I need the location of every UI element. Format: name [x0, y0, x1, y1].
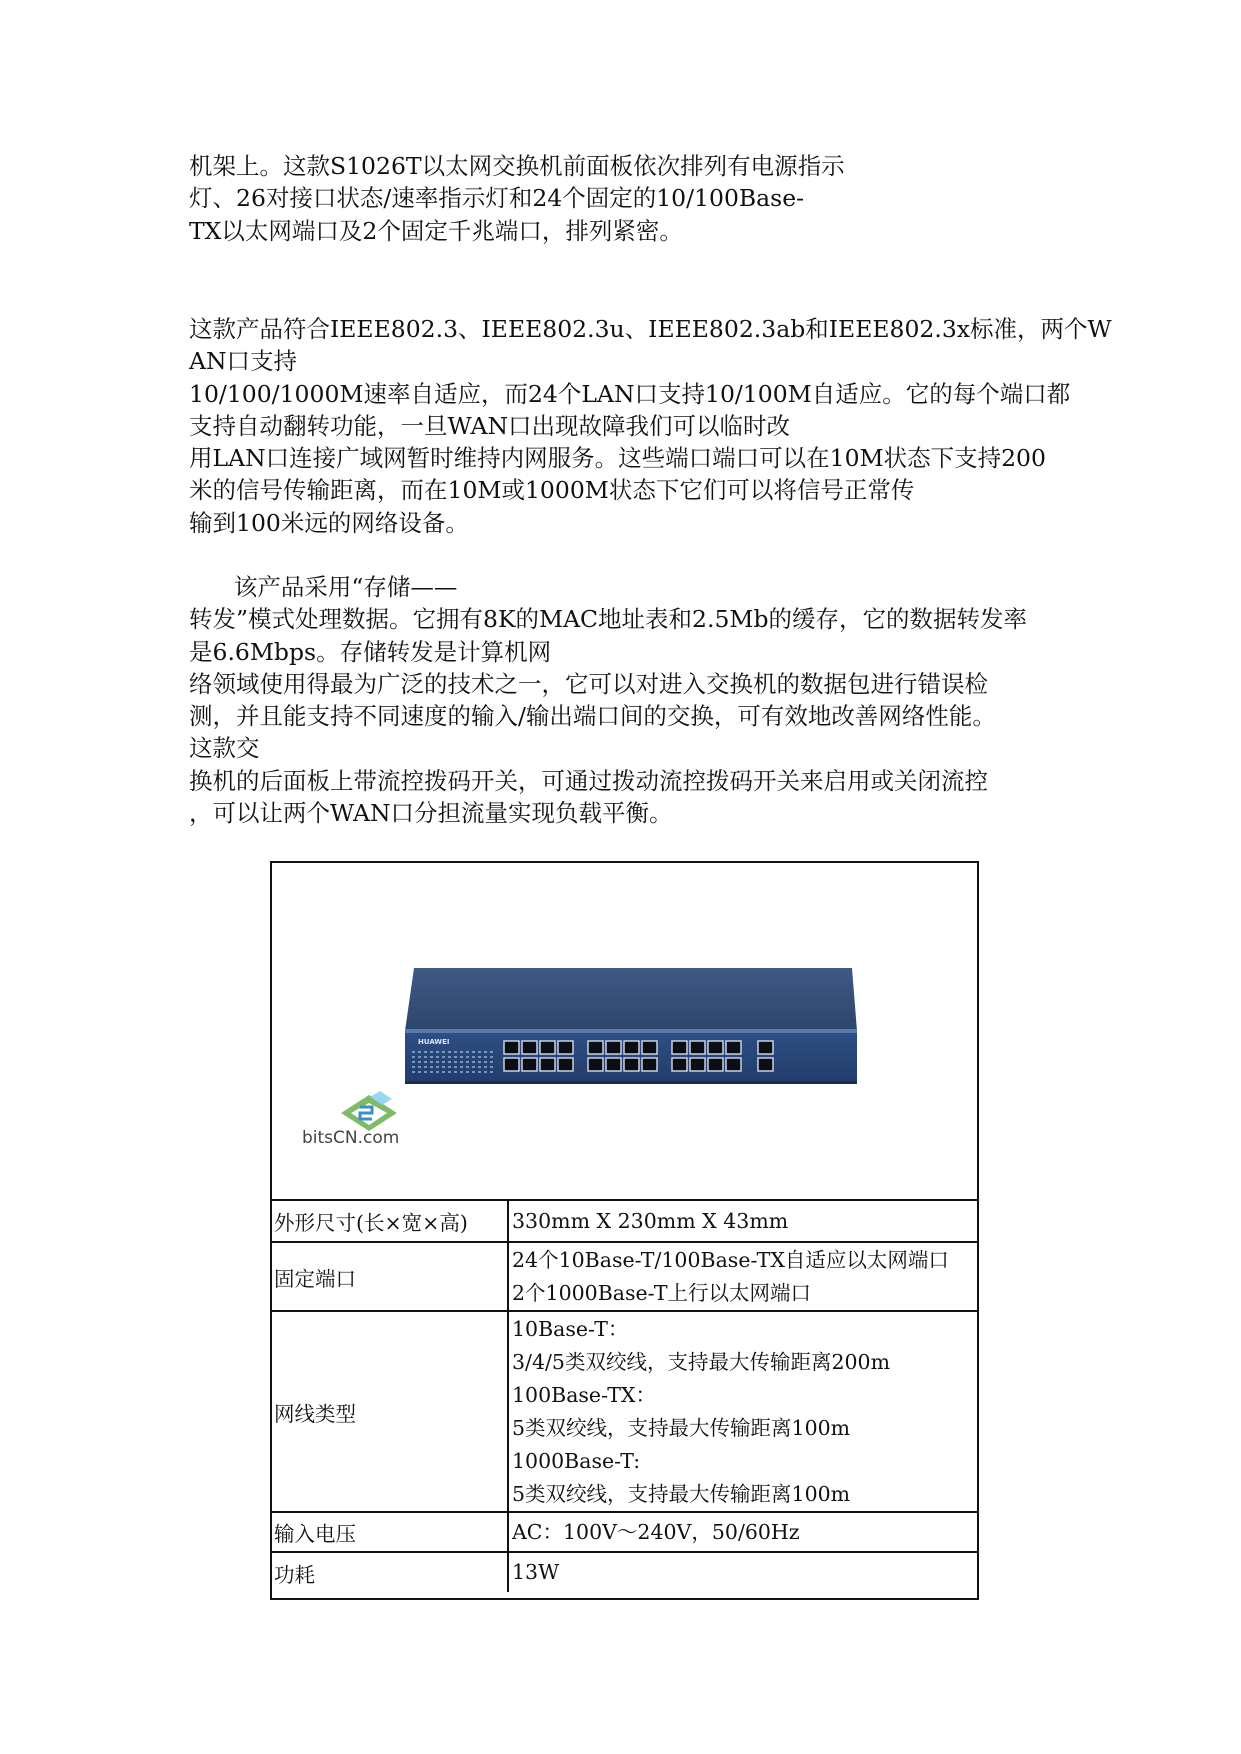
- spec-key: 功耗: [272, 1553, 509, 1592]
- led: [454, 1051, 457, 1053]
- led: [436, 1066, 439, 1068]
- ethernet-port: [672, 1058, 687, 1071]
- led: [472, 1061, 475, 1063]
- led: [478, 1051, 481, 1053]
- led: [454, 1071, 457, 1073]
- spec-value: [509, 1243, 977, 1310]
- led: [412, 1071, 415, 1073]
- uplink-port: [758, 1058, 773, 1071]
- bitscn-logo: [341, 1091, 397, 1131]
- led: [448, 1071, 451, 1073]
- led: [460, 1066, 463, 1068]
- led: [466, 1071, 469, 1073]
- led: [418, 1051, 421, 1053]
- led: [436, 1071, 439, 1073]
- text-line: TX以太网端口及2个固定千兆端口，排列紧密。: [189, 216, 683, 245]
- spec-value-line: 10Base-T：: [512, 1316, 629, 1341]
- led: [472, 1051, 475, 1053]
- watermark-text: bitsCN.com: [302, 1128, 400, 1148]
- ethernet-port: [642, 1058, 657, 1071]
- led: [412, 1051, 415, 1053]
- led: [442, 1051, 445, 1053]
- spec-value: [509, 1513, 977, 1551]
- text-line: 机架上。这款S1026T以太网交换机前面板依次排列有电源指示: [189, 152, 845, 180]
- switch-photo: [272, 863, 977, 1201]
- paragraph-front-panel: [189, 150, 845, 247]
- led: [460, 1051, 463, 1053]
- spec-row-cable: [272, 1312, 977, 1513]
- ethernet-port: [726, 1041, 741, 1054]
- spec-table: [270, 861, 979, 1600]
- ethernet-port: [690, 1041, 705, 1054]
- led: [448, 1051, 451, 1053]
- led: [430, 1071, 433, 1073]
- led: [466, 1066, 469, 1068]
- ethernet-port: [606, 1058, 621, 1071]
- spec-value-line: 2个1000Base-T上行以太网端口: [512, 1280, 812, 1305]
- led: [466, 1061, 469, 1063]
- led: [424, 1051, 427, 1053]
- text-line: 灯、26对接口状态/速率指示灯和24个固定的10/100Base-: [189, 184, 805, 213]
- led: [472, 1071, 475, 1073]
- spec-value-line: 3/4/5类双绞线，支持最大传输距离200m: [512, 1349, 891, 1374]
- ethernet-port: [708, 1041, 723, 1054]
- ethernet-port: [540, 1041, 555, 1054]
- led: [484, 1066, 487, 1068]
- spec-row-power: [272, 1553, 977, 1592]
- ethernet-port: [726, 1058, 741, 1071]
- led: [472, 1066, 475, 1068]
- ethernet-port: [522, 1041, 537, 1054]
- led: [490, 1061, 493, 1063]
- ethernet-port: [690, 1058, 705, 1071]
- spec-value: [509, 1312, 977, 1511]
- ethernet-port: [606, 1041, 621, 1054]
- led: [448, 1066, 451, 1068]
- text-line: 是6.6Mbps。存储转发是计算机网: [189, 637, 552, 666]
- brand-label: HUAWEI: [418, 1038, 450, 1046]
- led: [424, 1071, 427, 1073]
- led: [466, 1051, 469, 1053]
- text-line: ，可以让两个WAN口分担流量实现负载平衡。: [189, 799, 673, 828]
- led: [460, 1071, 463, 1073]
- led: [430, 1061, 433, 1063]
- led: [478, 1066, 481, 1068]
- spec-key: 网线类型: [272, 1312, 509, 1511]
- led: [442, 1066, 445, 1068]
- ethernet-port: [708, 1058, 723, 1071]
- spec-value: [509, 1201, 977, 1241]
- led: [418, 1071, 421, 1073]
- spec-key: 外形尺寸(长×宽×高): [272, 1201, 509, 1241]
- led: [454, 1056, 457, 1058]
- ethernet-port: [588, 1041, 603, 1054]
- ethernet-port: [504, 1041, 519, 1054]
- ethernet-port: [504, 1058, 519, 1071]
- ethernet-port: [624, 1058, 639, 1071]
- spec-row-ports: [272, 1243, 977, 1312]
- led: [424, 1056, 427, 1058]
- text-line: 测，并且能支持不同速度的输入/输出端口间的交换，可有效地改善网络性能。: [189, 702, 996, 731]
- led: [484, 1056, 487, 1058]
- led: [442, 1056, 445, 1058]
- led: [466, 1056, 469, 1058]
- led: [448, 1056, 451, 1058]
- led: [424, 1061, 427, 1063]
- spec-row-dimensions: [272, 1201, 977, 1243]
- spec-value-line: 5类双绞线，支持最大传输距离100m: [512, 1415, 851, 1440]
- led: [436, 1051, 439, 1053]
- led: [430, 1051, 433, 1053]
- ethernet-port: [642, 1041, 657, 1054]
- ethernet-port: [540, 1058, 555, 1071]
- ethernet-port: [522, 1058, 537, 1071]
- spec-value-line: 330mm X 230mm X 43mm: [512, 1208, 789, 1233]
- led: [490, 1051, 493, 1053]
- ethernet-port: [558, 1041, 573, 1054]
- spec-value-line: 5类双绞线，支持最大传输距离100m: [512, 1481, 851, 1506]
- led: [424, 1066, 427, 1068]
- spec-key: 输入电压: [272, 1513, 509, 1551]
- paragraph-store-forward: [189, 571, 1027, 829]
- led: [460, 1056, 463, 1058]
- spec-value-line: AC：100V～240V，50/60Hz: [512, 1519, 800, 1544]
- paragraph-standards: [189, 313, 1112, 539]
- ethernet-port: [672, 1041, 687, 1054]
- text-line: 该产品采用“存储——: [189, 573, 458, 601]
- led: [412, 1061, 415, 1063]
- spec-row-voltage: [272, 1513, 977, 1553]
- led: [454, 1066, 457, 1068]
- led: [430, 1056, 433, 1058]
- text-line: 这款交: [189, 734, 260, 763]
- ethernet-port: [624, 1041, 639, 1054]
- led: [412, 1066, 415, 1068]
- spec-value-line: 13W: [512, 1560, 560, 1584]
- led: [460, 1061, 463, 1063]
- switch-top: [405, 968, 857, 1031]
- led: [478, 1061, 481, 1063]
- led: [490, 1071, 493, 1073]
- spec-key: 固定端口: [272, 1243, 509, 1310]
- led: [472, 1056, 475, 1058]
- text-line: 支持自动翻转功能，一旦WAN口出现故障我们可以临时改: [189, 411, 791, 440]
- text-line: 换机的后面板上带流控拨码开关，可通过拨动流控拨码开关来启用或关闭流控: [189, 766, 988, 795]
- ethernet-port: [558, 1058, 573, 1071]
- led: [454, 1061, 457, 1063]
- text-line: 这款产品符合IEEE802.3、IEEE802.3u、IEEE802.3ab和IEEE802.3x标准，两个W: [189, 315, 1112, 343]
- text-line: AN口支持: [189, 347, 298, 376]
- ethernet-port: [588, 1058, 603, 1071]
- led: [490, 1066, 493, 1068]
- led: [436, 1061, 439, 1063]
- text-line: 米的信号传输距离，而在10M或1000M状态下它们可以将信号正常传: [189, 476, 915, 505]
- spec-value-line: 24个10Base-T/100Base-TX自适应以太网端口: [512, 1247, 949, 1272]
- led: [442, 1071, 445, 1073]
- led: [448, 1061, 451, 1063]
- led: [436, 1056, 439, 1058]
- led: [412, 1056, 415, 1058]
- led: [478, 1071, 481, 1073]
- led: [442, 1061, 445, 1063]
- led: [484, 1061, 487, 1063]
- switch-illustration: [272, 863, 977, 1199]
- text-line: 10/100/1000M速率自适应，而24个LAN口支持10/100M自适应。它的每个端口都: [189, 379, 1071, 408]
- text-line: 输到100米远的网络设备。: [189, 508, 469, 537]
- text-line: 转发”模式处理数据。它拥有8K的MAC地址表和2.5Mb的缓存，它的数据转发率: [189, 605, 1028, 634]
- led: [484, 1071, 487, 1073]
- uplink-port: [758, 1041, 773, 1054]
- text-line: 用LAN口连接广域网暂时维持内网服务。这些端口端口可以在10M状态下支持200: [189, 444, 1046, 473]
- spec-value-line: 100Base-TX：: [512, 1382, 657, 1407]
- led: [418, 1066, 421, 1068]
- text-line: 络领域使用得最为广泛的技术之一，它可以对进入交换机的数据包进行错误检: [189, 669, 988, 698]
- spec-value: [509, 1553, 977, 1592]
- led: [430, 1066, 433, 1068]
- spec-value-line: 1000Base-T:: [512, 1448, 641, 1473]
- led: [418, 1061, 421, 1063]
- led: [478, 1056, 481, 1058]
- led: [418, 1056, 421, 1058]
- led: [490, 1056, 493, 1058]
- led: [484, 1051, 487, 1053]
